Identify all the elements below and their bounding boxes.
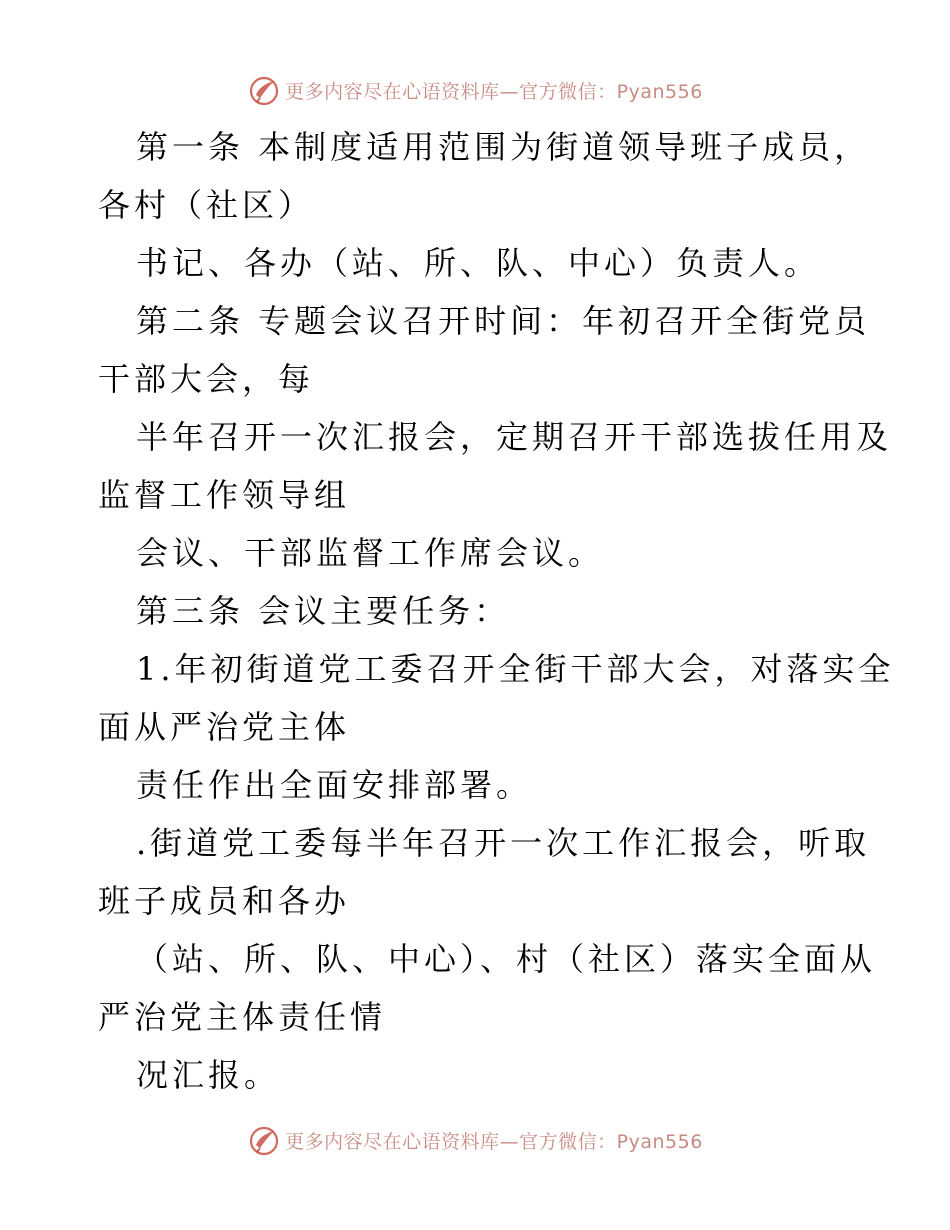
text-line: 严治党主体责任情 — [98, 998, 387, 1036]
text-line: 班子成员和各办 — [98, 882, 351, 920]
footer-watermark — [0, 1122, 950, 1158]
text-line: 会议、干部监督工作席会议。 — [136, 534, 605, 572]
text-line: 书记、各办（站、所、队、中心）负责人。 — [136, 244, 821, 282]
text-line: 各村（社区） — [98, 186, 315, 224]
text-line: .街道党工委每半年召开一次工作汇报会，听取 — [136, 824, 871, 862]
text-line: 况汇报。 — [136, 1056, 281, 1094]
watermark-text: 更多内容尽在心语资料库—官方微信：Pyan556 — [285, 1130, 703, 1153]
document-body — [98, 118, 895, 1104]
text-line: （站、所、队、中心）、村（社区）落实全面从 — [136, 940, 877, 978]
text-line: 干部大会，每 — [98, 360, 315, 398]
text-line: 第三条 会议主要任务： — [136, 592, 511, 630]
watermark-logo-icon — [247, 73, 281, 107]
text-line: 1.年初街道党工委召开全街干部大会，对落实全 — [136, 650, 895, 688]
text-line: 第一条 本制度适用范围为街道领导班子成员， — [136, 128, 871, 166]
watermark-logo-icon — [247, 1123, 281, 1157]
text-line: 责任作出全面安排部署。 — [136, 766, 533, 804]
text-line: 监督工作领导组 — [98, 476, 351, 514]
text-line: 半年召开一次汇报会，定期召开干部选拔任用及 — [136, 418, 893, 456]
text-line: 第二条 专题会议召开时间：年初召开全街党员 — [136, 302, 871, 340]
text-line: 面从严治党主体 — [98, 708, 351, 746]
header-watermark — [0, 72, 950, 108]
watermark-text: 更多内容尽在心语资料库—官方微信：Pyan556 — [285, 80, 703, 103]
